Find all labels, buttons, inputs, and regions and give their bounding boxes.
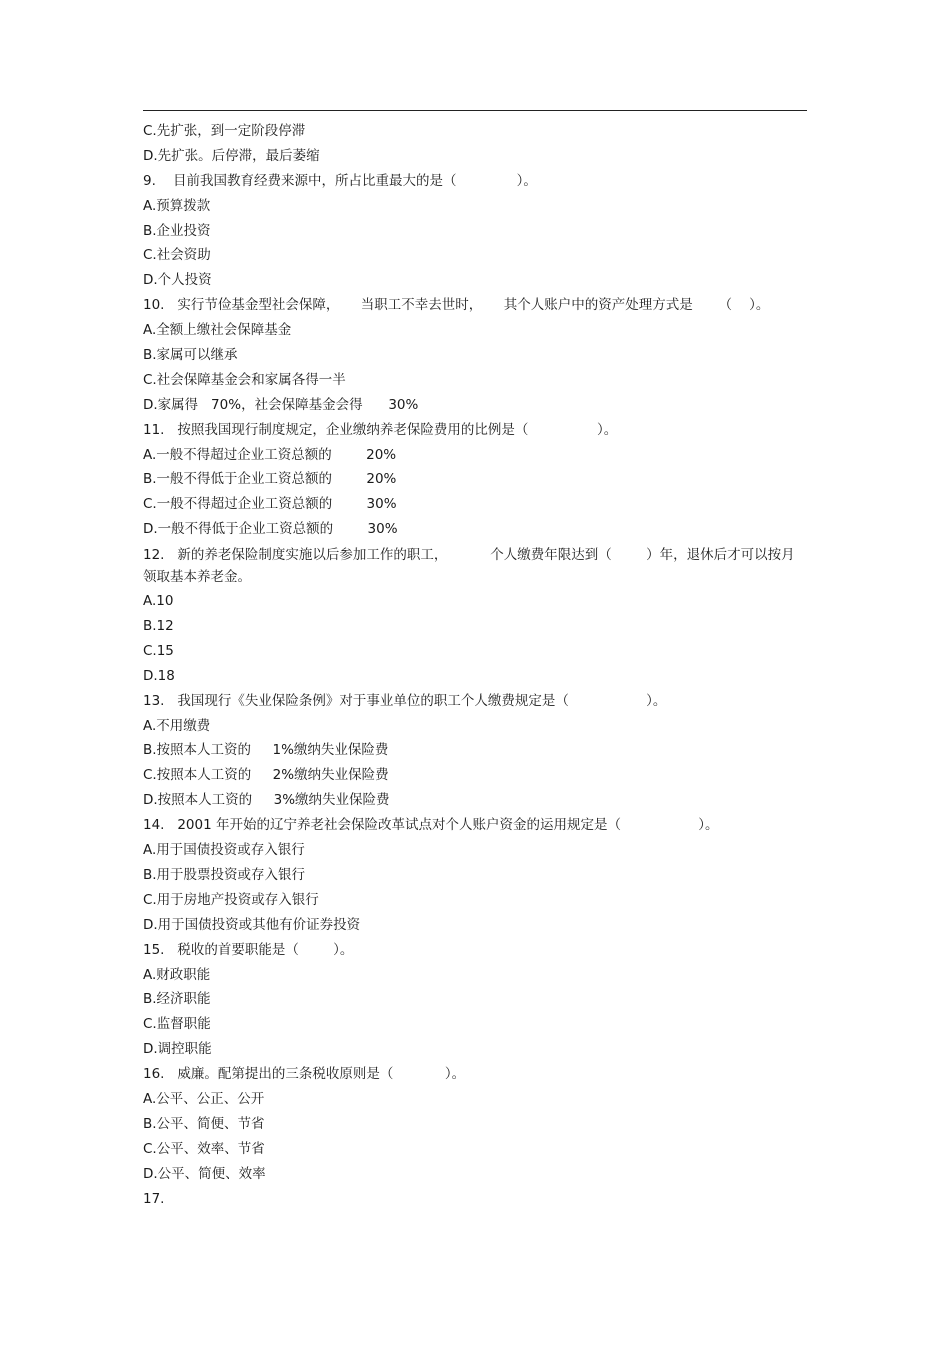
option-line: A.10 bbox=[143, 593, 174, 610]
option-line: B.公平、简便、节省 bbox=[143, 1115, 265, 1132]
option-line: A.用于国债投资或存入银行 bbox=[143, 842, 305, 859]
question-9: 9. 目前我国教育经费来源中，所占比重最大的是（ ）。 bbox=[143, 172, 537, 189]
question-15: 15. 税收的首要职能是（ ）。 bbox=[143, 941, 354, 958]
option-line: B.用于股票投资或存入银行 bbox=[143, 866, 306, 883]
option-line: D.用于国债投资或其他有价证券投资 bbox=[143, 916, 361, 933]
header-rule bbox=[143, 110, 807, 111]
option-line: A.一般不得超过企业工资总额的 20% bbox=[143, 446, 397, 463]
option-line: A.财政职能 bbox=[143, 966, 211, 983]
option-line: D.个人投资 bbox=[143, 272, 212, 289]
option-line: D.一般不得低于企业工资总额的 30% bbox=[143, 521, 398, 538]
option-line: B.经济职能 bbox=[143, 991, 211, 1008]
option-line: C.用于房地产投资或存入银行 bbox=[143, 891, 319, 908]
question-14: 14. 2001 年开始的辽宁养老社会保险改革试点对个人账户资金的运用规定是（ ）。 bbox=[143, 817, 719, 834]
option-line: B.12 bbox=[143, 618, 174, 635]
option-line: C.15 bbox=[143, 642, 174, 659]
option-line: B.按照本人工资的 1%缴纳失业保险费 bbox=[143, 742, 389, 759]
question-list bbox=[143, 119, 807, 1211]
option-line: D.调控职能 bbox=[143, 1041, 212, 1058]
option-line: C.公平、效率、节省 bbox=[143, 1140, 265, 1157]
option-line: C.社会资助 bbox=[143, 247, 211, 264]
option-line: D.公平、简便、效率 bbox=[143, 1165, 266, 1182]
option-line: D.18 bbox=[143, 667, 175, 684]
question-10: 10. 实行节俭基金型社会保障， 当职工不幸去世时， 其个人账户中的资产处理方式是 （ ）。 bbox=[143, 297, 770, 314]
question-17: 17. bbox=[143, 1190, 165, 1207]
option-line: C.监督职能 bbox=[143, 1016, 211, 1033]
option-line: A.不用缴费 bbox=[143, 717, 211, 734]
option-line: B.企业投资 bbox=[143, 222, 211, 239]
question-12: 12. 新的养老保险制度实施以后参加工作的职工， 个人缴费年限达到（ ）年，退休后才可以按月领取基本养老金。 bbox=[143, 547, 795, 586]
option-line: A.预算拨款 bbox=[143, 197, 211, 214]
option-line: C.先扩张，到一定阶段停滞 bbox=[143, 123, 306, 139]
option-line: B.家属可以继承 bbox=[143, 347, 238, 364]
option-line: A.公平、公正、公开 bbox=[143, 1090, 265, 1107]
option-line: D.先扩张。后停滞，最后萎缩 bbox=[143, 147, 320, 164]
option-line: D.按照本人工资的 3%缴纳失业保险费 bbox=[143, 792, 390, 809]
option-line: D.家属得 70%，社会保障基金会得 30% bbox=[143, 396, 419, 413]
option-line: B.一般不得低于企业工资总额的 20% bbox=[143, 471, 397, 488]
question-16: 16. 威廉。配第提出的三条税收原则是（ ）。 bbox=[143, 1066, 466, 1083]
option-line: C.按照本人工资的 2%缴纳失业保险费 bbox=[143, 767, 389, 784]
option-line: A.全额上缴社会保障基金 bbox=[143, 322, 292, 339]
option-line: C.一般不得超过企业工资总额的 30% bbox=[143, 496, 397, 513]
option-line: C.社会保障基金会和家属各得一半 bbox=[143, 371, 346, 388]
question-13: 13. 我国现行《失业保险条例》对于事业单位的职工个人缴费规定是（ ）。 bbox=[143, 692, 667, 709]
question-11: 11. 按照我国现行制度规定，企业缴纳养老保险费用的比例是（ ）。 bbox=[143, 421, 618, 438]
